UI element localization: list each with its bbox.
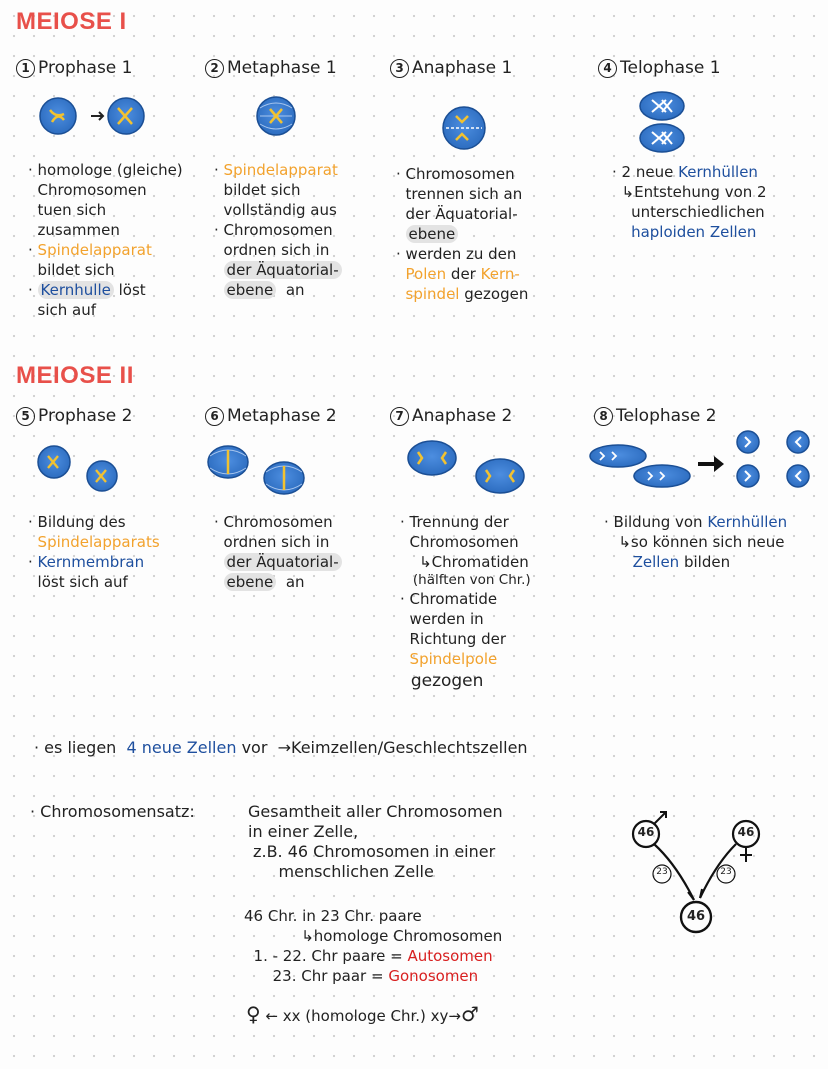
- telophase2-illustration: [588, 428, 816, 498]
- phase6-label: Metaphase 2: [227, 406, 337, 426]
- meiose1-title: MEIOSE I: [16, 8, 127, 35]
- female-symbol-icon: ♀: [246, 1002, 261, 1026]
- meiose2-title: MEIOSE II: [16, 362, 134, 389]
- diagram-female-gamete: 23: [720, 867, 732, 877]
- phase7-number: 7: [390, 407, 409, 426]
- phase6-heading: [205, 406, 337, 426]
- phase3-number: 3: [390, 59, 409, 78]
- phase6-number: 6: [205, 407, 224, 426]
- phase3-heading: [390, 58, 512, 78]
- female-cross-icon: [740, 847, 752, 862]
- phase5-label: Prophase 2: [38, 406, 133, 426]
- prophase2-illustration: [34, 444, 124, 494]
- phase3-label: Anaphase 1: [412, 58, 513, 78]
- phase4-text: · 2 neue Kernhüllen ↳Entstehung von 2 unterschiedlichen haploiden Zellen: [612, 163, 767, 241]
- sex-chromosomes-line: ♀ ← xx (homologe Chr.) xy→♂: [246, 1002, 479, 1026]
- phase1-label: Prophase 1: [38, 58, 133, 78]
- metaphase2-illustration: [204, 442, 308, 498]
- phase8-label: Telophase 2: [616, 406, 717, 426]
- phase5-number: 5: [16, 407, 35, 426]
- phase2-label: Metaphase 1: [227, 58, 337, 78]
- phase4-heading: [598, 58, 721, 78]
- diagram-male-count: 46: [637, 825, 655, 839]
- anaphase2-illustration: [404, 438, 530, 498]
- summary-line: · es liegen 4 neue Zellen vor →Keimzellen/Geschlechtszellen: [34, 738, 528, 757]
- phase2-heading: [205, 58, 337, 78]
- phase4-number: 4: [598, 59, 617, 78]
- diagram-zygote-count: 46: [686, 909, 706, 924]
- phase7-text: · Trennung der Chromosomen ↳Chromatiden (hälften von Chr.) · Chromatide werden in Richtung der Spindelpole gezogen: [400, 513, 531, 691]
- telophase1-illustration: [634, 90, 690, 156]
- phase4-label: Telophase 1: [620, 58, 721, 78]
- phase1-number: 1: [16, 59, 35, 78]
- chromosomensatz-term: · Chromosomensatz:: [30, 802, 195, 821]
- chromosome-pairs: 46 Chr. in 23 Chr. paare ↳homologe Chromosomen 1. - 22. Chr paare = Autosomen 23. Chr paar = Gonosomen: [244, 907, 503, 985]
- phase3-text: · Chromosomen trennen sich an der Äquatorial- ebene · werden zu den Polen der Kern- spindel gezogen: [396, 165, 529, 303]
- phase7-heading: [390, 406, 512, 426]
- phase8-text: · Bildung von Kernhüllen ↳so können sich neue Zellen bilden: [604, 513, 788, 571]
- diagram-female-count: 46: [737, 825, 755, 839]
- phase2-number: 2: [205, 59, 224, 78]
- male-symbol-icon: ♂: [460, 1002, 479, 1026]
- metaphase1-illustration: [252, 94, 302, 140]
- phase6-text: · Chromosomen ordnen sich in der Äquatorial- ebene an: [214, 512, 342, 592]
- phase1-heading: [16, 58, 133, 78]
- prophase1-illustration: [36, 94, 146, 140]
- phase8-heading: [594, 406, 717, 426]
- phase8-number: 8: [594, 407, 613, 426]
- diagram-male-gamete: 23: [656, 867, 668, 877]
- chromosomensatz-definition: Gesamtheit aller Chromosomen in einer Zelle, z.B. 46 Chromosomen in einer menschlichen Zelle: [248, 802, 503, 881]
- phase7-label: Anaphase 2: [412, 406, 513, 426]
- anaphase1-illustration: [438, 104, 490, 152]
- phase5-heading: [16, 406, 133, 426]
- phase2-text: · Spindelapparat bildet sich vollständig aus · Chromosomen ordnen sich in der Äquatorial- ebene an: [214, 160, 342, 300]
- phase1-text: · homologe (gleiche) Chromosomen tuen sich zusammen · Spindelapparat bildet sich · Kernhulle löst sich auf: [28, 161, 183, 319]
- phase5-text: · Bildung des Spindelapparats · Kernmembran löst sich auf: [28, 513, 160, 591]
- male-arrow-icon: [654, 812, 666, 824]
